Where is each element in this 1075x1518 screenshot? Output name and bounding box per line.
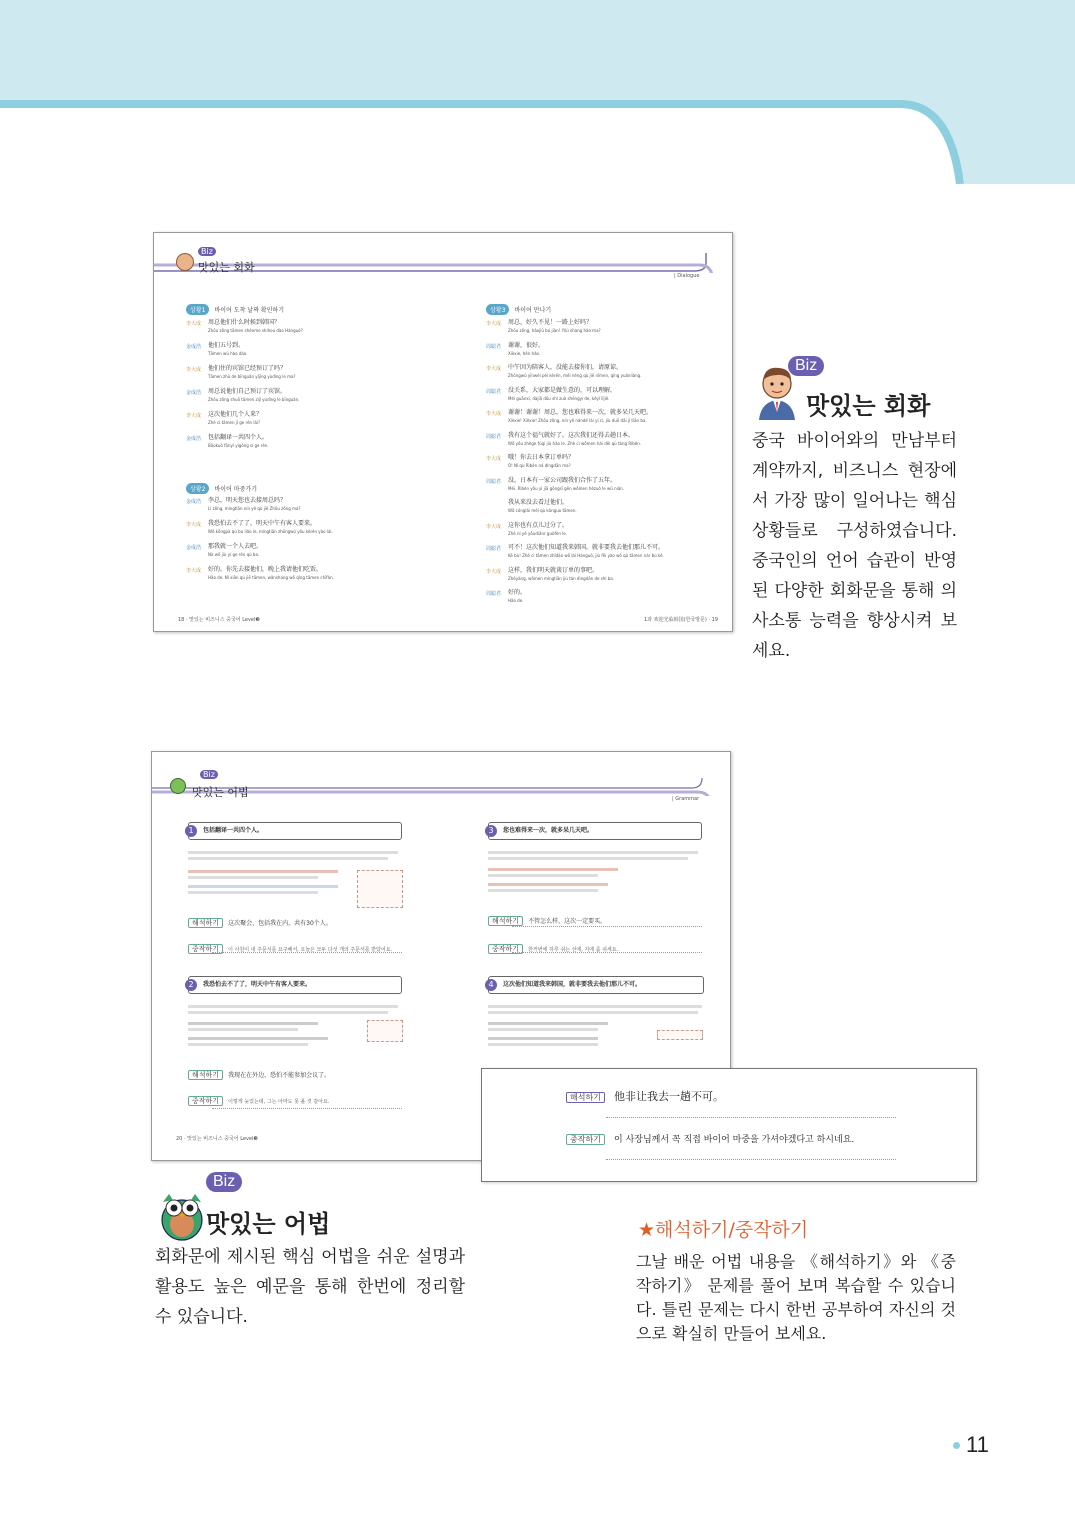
scene3-tag: 상황3 [486, 304, 509, 315]
zoom-comp-row [566, 1127, 854, 1146]
scene2-tag: 상황2 [186, 483, 209, 494]
grammar-comp-text-2: 이렇게 늦었는데, 그는 아마도 못 올 것 같아요. [228, 1099, 330, 1105]
dialogue-mockup [153, 232, 733, 632]
section2-biz-badge: Biz [206, 1172, 242, 1192]
dialogue-line [186, 319, 436, 342]
zoom-trans-text: 他非让我去一趟不可。 [614, 1090, 725, 1103]
answer-line-1 [212, 952, 402, 953]
chinese-line: 包括翻译一共四个人。 [208, 434, 269, 441]
scene1-title: 바이어 도착 날짜 확인하기 [214, 307, 284, 314]
chinese-line: 周总，好久不见！一路上好吗？ [508, 319, 593, 326]
speaker-label: 李大成 [186, 413, 202, 419]
grammar-vocab-box-1 [357, 870, 403, 908]
grammar-sentence-1: 包括翻译一共四个人。 [203, 827, 264, 834]
dialogue-line [486, 319, 726, 342]
pinyin-line: Nà wǒ jiù yí ge rén qù ba. [208, 552, 260, 557]
zoom-trans-row [566, 1085, 724, 1104]
chinese-line: 这你也有点儿过分了。 [508, 521, 569, 529]
chinese-line: 可不！这次他们知道我来韩国，就非要我去他们那儿不可。 [508, 544, 665, 551]
scene3-lines [486, 319, 726, 612]
chinese-line: 他们住的宾馆已经预订了吗？ [208, 365, 287, 372]
chinese-line: 李总，明天您也去接周总吗？ [208, 497, 287, 504]
speaker-label: 金成浩 [186, 344, 202, 350]
page-number-dot [953, 1442, 960, 1449]
mockup-corner-label: | Dialogue [674, 273, 700, 279]
speaker-label: 周聪君 [486, 343, 502, 350]
chinese-line: 那我就一个人去吧。 [208, 543, 263, 550]
section1-biz-badge: Biz [788, 356, 824, 376]
chinese-line: 哦！你去日本拿订单吗？ [508, 454, 575, 461]
grammar-example-text-2: 我现在在外边，恐怕不能参加会议了。 [228, 1072, 331, 1079]
chinese-line: 这样，我们明天就谈订单的事吧。 [508, 566, 599, 574]
grammar-example-text-3: 不管怎么样，这次一定要买。 [528, 918, 607, 925]
dialogue-line [186, 566, 436, 589]
trans-tag-3: 해석하기 [488, 916, 523, 926]
comp-tag-3: 중작하기 [488, 944, 523, 954]
mockup-footer-left: 18 · 맛있는 비즈니스 중국어 Level❸ [178, 617, 260, 623]
header-band-curve [0, 64, 1075, 184]
grammar-expl-4 [488, 1002, 702, 1049]
speaker-label: 李大成 [486, 568, 502, 575]
grammar-num-4: 4 [485, 979, 497, 991]
pinyin-line: Tāmen zhù de bīnguǎn yǐjīng yùdìng le ma? [208, 374, 296, 379]
chinese-line: 谢谢，很好。 [508, 341, 545, 349]
section2-title: 맛있는 어법 [206, 1210, 331, 1238]
grammar-comp-2 [188, 1088, 329, 1107]
dialogue-line [186, 520, 436, 543]
speaker-label: 李大成 [186, 522, 202, 528]
owl-icon [157, 1186, 207, 1246]
pinyin-line: Zhè nǐ yě yǒudiǎnr guòfèn le. [508, 530, 567, 536]
grammar-expl-3 [488, 848, 698, 895]
grammar-sentence-4: 这次他们知道我来韩国，就非要我去他们那儿不可。 [503, 981, 642, 988]
mockup-avatar [176, 253, 194, 271]
scene2-title: 바이어 마중가기 [214, 486, 257, 493]
pinyin-line: Xièxie! Xièxie! Zhōu zǒng, nín yě nándé lái yí cì, jiù duō dāi jǐ tiān ba. [508, 418, 647, 423]
grammar-num-2: 2 [185, 979, 197, 991]
dialogue-line [486, 409, 726, 432]
grammar-vocab-box-4 [657, 1030, 703, 1040]
grammar-point-3 [488, 822, 702, 840]
speaker-label: 李大成 [486, 321, 502, 327]
page-number: 11 [966, 1432, 989, 1457]
grammar-owl-small [170, 778, 186, 794]
speaker-label: 李大成 [486, 411, 502, 417]
dialogue-line [186, 434, 436, 457]
grammar-footer: 20 · 맛있는 비즈니스 중국어 Level❸ [176, 1136, 258, 1142]
grammar-example-text-1: 这次聚会，包括我在内，共有30个人。 [228, 920, 332, 927]
scene1-lines [186, 319, 436, 457]
speaker-label: 李大成 [186, 367, 202, 373]
dialogue-line [486, 387, 726, 410]
answer-line-4 [512, 952, 702, 953]
dialogue-line [486, 477, 726, 500]
dialogue-line [486, 589, 726, 612]
grammar-corner-label: | Grammar [672, 796, 700, 802]
chinese-line: 我恐怕去不了了，明天中午有客人要来。 [208, 520, 317, 527]
scene1-heading [186, 297, 284, 316]
pinyin-line: Hǎo de. [508, 598, 524, 603]
chinese-line: 他们五号到。 [208, 342, 245, 349]
section1-body: 중국 바이어와의 만남부터 계약까지, 비즈니스 현장에서 가장 많이 일어나는 핵심 상황들로 구성하였습니다. 중국인의 언어 습관이 반영된 다양한 회화문을 통해 의사소통 능력을 향상시켜 보세요. [752, 431, 957, 661]
dialogue-line [486, 342, 726, 365]
dialogue-line [486, 522, 726, 545]
pinyin-line: Zhè cì tāmen jǐ ge rén lái? [208, 420, 261, 425]
speaker-label: 李大成 [186, 321, 202, 327]
chinese-line: 好的。 [508, 589, 527, 596]
comp-tag-2: 중작하기 [188, 1096, 223, 1106]
pinyin-line: Méi guānxi, dàjiā dōu shì zuò shēngyi de, kěyǐ lǐjiě. [508, 395, 610, 401]
section3-body: 그날 배운 어법 내용을 《해석하기》와 《중작하기》 문제를 풀어 보며 복습할 수 있습니다. 틀린 문제는 다시 한번 공부하여 자신의 것으로 확실히 만들어 보세요. [636, 1252, 956, 1343]
dialogue-line [486, 499, 726, 522]
dialogue-line [486, 432, 726, 455]
dialogue-line [186, 497, 436, 520]
mockup-biz-badge: Biz [198, 247, 216, 256]
grammar-biz-badge: Biz [200, 770, 218, 779]
pinyin-line: Zhōu zǒng shuō tāmen zìjǐ yùdìng le bīnguǎn. [208, 397, 300, 402]
chinese-line: 我从来没去看过他们。 [508, 499, 569, 506]
speaker-label: 李大成 [486, 456, 502, 462]
pinyin-line: Zhèyàng, wǒmen míngtiān jiù tán dìngdān de shì ba. [508, 575, 614, 581]
grammar-point-1 [188, 822, 402, 840]
speaker-label: 周聪君 [486, 433, 502, 440]
chinese-line: 没。日本有一家公司跟我们合作了五年。 [508, 476, 617, 484]
grammar-comp-text-1: 이 사원이 내 주문서를 요구해서, 오늘은 모두 다섯 개의 주문서를 받았어요. [228, 947, 393, 953]
zoom-trans-tag: 해석하기 [566, 1092, 605, 1103]
speaker-label: 李大成 [486, 366, 502, 372]
dialogue-line [186, 388, 436, 411]
dialogue-line [486, 567, 726, 590]
speaker-label: 周聪君 [486, 478, 502, 485]
grammar-point-2 [188, 976, 402, 994]
speaker-label: 周聪君 [486, 591, 502, 597]
grammar-example-3 [488, 908, 606, 927]
mockup-header-title: 맛있는 회화 [198, 261, 255, 274]
owl-icon-svg [157, 1186, 207, 1242]
section3-title: ★해석하기/중작하기 [638, 1219, 809, 1241]
pinyin-line: Wǒ cónglái méi qù kànguo tāmen. [508, 508, 577, 513]
dialogue-line [486, 544, 726, 567]
mockup-footer-right: 1과 欢迎光临韩国(한국방문) · 19 [644, 617, 718, 623]
pinyin-line: Zhōngwǔ yīnwèi péi kèrén, méi néng qù jiē nǐmen, qǐng yuánliàng. [508, 373, 642, 378]
zoom-answer-line-1 [606, 1117, 896, 1118]
chinese-line: 谢谢！谢谢！周总，您也难得来一次，就多呆几天吧。 [508, 409, 653, 416]
zoom-exercise-box [481, 1068, 977, 1182]
answer-line-2 [212, 1108, 402, 1109]
chinese-line: 好的。你先去接他们，晚上我请他们吃饭。 [208, 566, 323, 573]
comp-tag-1: 중작하기 [188, 944, 223, 954]
chinese-line: 周总他们什么时候到韩国？ [208, 319, 281, 326]
dialogue-line [186, 365, 436, 388]
chinese-line: 这次他们几个人来？ [208, 411, 263, 418]
pinyin-line: Wǒ yǒu zhège fúqi jiù hǎo le. Zhè cì wǒmen hái děi qù tàng Rìběn. [508, 440, 642, 446]
speaker-label: 周聪君 [486, 546, 502, 552]
dialogue-line [186, 543, 436, 566]
speaker-label: 金成浩 [186, 390, 202, 396]
speaker-label: 李大成 [486, 523, 502, 530]
speaker-label: 金成浩 [186, 499, 202, 505]
chinese-line: 周总说他们自己预订了宾馆。 [208, 388, 287, 395]
zoom-comp-text: 이 사장님께서 꼭 직접 바이어 마중을 가셔야겠다고 하시네요. [614, 1135, 855, 1145]
chinese-line: 没关系，大家都是做生意的，可以理解。 [508, 386, 617, 394]
dialogue-line [486, 364, 726, 387]
pinyin-line: Bāokuò fānyì yígòng sì ge rén. [208, 443, 269, 448]
grammar-comp-text-3: 한꺼번에 하루 쉬는 선에, 지에 좀 쉬세요. [528, 947, 619, 953]
scene3-heading [486, 297, 551, 316]
zoom-comp-tag: 중작하기 [566, 1134, 605, 1145]
pinyin-line: Méi. Rìběn yǒu yì jiā gōngsī gēn wǒmen hézuò le wǔ nián. [508, 485, 624, 491]
pinyin-line: Lǐ zǒng, míngtiān nín yě qù jiē Zhōu zǒng ma? [208, 506, 301, 511]
scene2-lines [186, 497, 436, 589]
dialogue-line [186, 342, 436, 365]
pinyin-line: Kě bù! Zhè cì tāmen zhīdào wǒ lái Hánguó, jiù fēi yào wǒ qù tāmen nàr bù kě. [508, 553, 664, 558]
grammar-num-1: 1 [185, 825, 197, 837]
trans-tag-2: 해석하기 [188, 1070, 223, 1080]
trans-tag-1: 해석하기 [188, 918, 223, 928]
grammar-example-1 [188, 910, 332, 929]
grammar-header-title: 맛있는 어법 [192, 786, 249, 799]
grammar-num-3: 3 [485, 825, 497, 837]
speaker-label: 周聪君 [486, 388, 502, 395]
speaker-label: 李大成 [186, 568, 202, 574]
zoom-answer-line-2 [606, 1159, 896, 1160]
pinyin-line: Hǎo de. Nǐ xiān qù jiē tāmen, wǎnshang wǒ qǐng tāmen chīfàn. [208, 575, 334, 580]
pinyin-line: Zhōu zǒng, hǎojiǔ bú jiàn! Yílù shang hǎo ma? [508, 328, 601, 333]
scene2-heading [186, 476, 257, 495]
speaker-label: 金成浩 [186, 436, 202, 442]
scene3-title: 바이어 만나기 [514, 307, 552, 314]
pinyin-line: Ó! Nǐ qù Rìběn ná dìngdān ma? [508, 463, 571, 468]
chinese-line: 中午因为陪客人，没能去接你们，请原谅。 [508, 364, 623, 371]
dialogue-line [486, 454, 726, 477]
section1-title: 맛있는 회화 [806, 392, 931, 420]
scene1-tag: 상황1 [186, 304, 209, 315]
section2-body: 회화문에 제시된 핵심 어법을 쉬운 설명과 활용도 높은 예문을 통해 한번에 정리할 수 있습니다. [155, 1247, 465, 1327]
pinyin-line: Tāmen wǔ hào dào. [208, 351, 248, 356]
grammar-sentence-3: 您也难得来一次，就多呆几天吧。 [503, 827, 594, 834]
grammar-vocab-box-2 [367, 1020, 403, 1042]
grammar-sentence-2: 我恐怕去不了了，明天中午有客人要来。 [203, 981, 312, 988]
answer-line-3 [512, 926, 702, 927]
grammar-point-4 [488, 976, 704, 994]
chinese-line: 我有这个福气就好了。这次我们还得去趟日本。 [508, 431, 635, 439]
pinyin-line: Xièxie, hěn hǎo. [508, 350, 541, 356]
pinyin-line: Wǒ kǒngpà qù bu liǎo le, míngtiān zhōngwǔ yǒu kèrén yào lái. [208, 529, 333, 534]
pinyin-line: Zhōu zǒng tāmen shénme shíhou dào Hánguó? [208, 328, 303, 333]
grammar-example-2 [188, 1062, 330, 1081]
speaker-label: 金成浩 [186, 545, 202, 551]
dialogue-line [186, 411, 436, 434]
